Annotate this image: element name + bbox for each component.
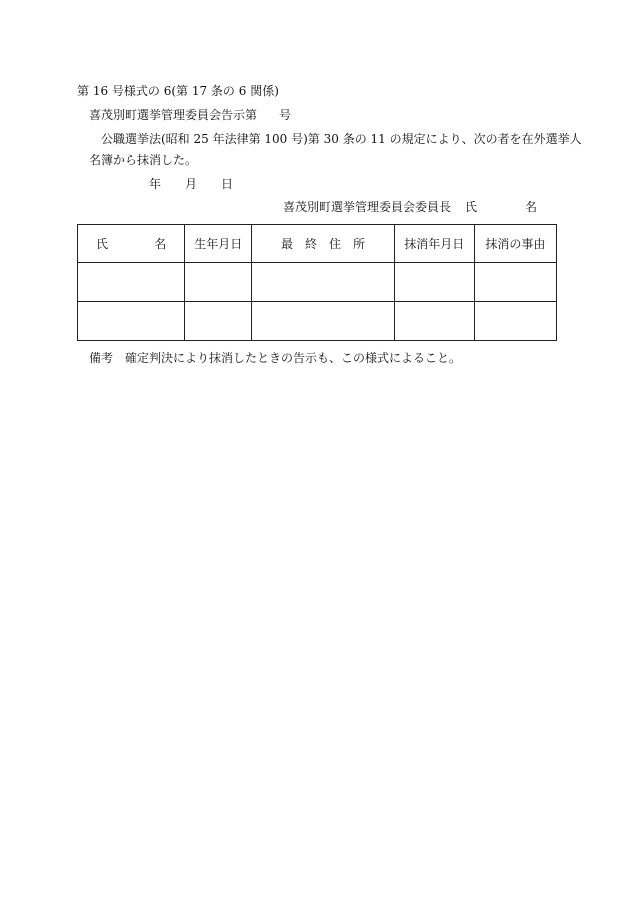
header-birth-date: 生年月日 (185, 225, 252, 263)
table-row (78, 263, 557, 302)
table-cell (252, 263, 394, 302)
signature-name-label-1: 氏 (465, 200, 478, 214)
header-name-part-2: 名 (154, 237, 167, 251)
table-cell (394, 302, 474, 341)
table-cell (78, 302, 185, 341)
month-label: 月 (185, 177, 198, 191)
header-removal-date: 抹消年月日 (394, 225, 474, 263)
remarks-text: 確定判決により抹消したときの告示も、この様式によること。 (125, 351, 462, 365)
form-number: 第 16 号様式の 6(第 17 条の 6 関係) (77, 84, 279, 98)
signature-line (283, 200, 537, 214)
table-cell (78, 263, 185, 302)
header-removal-reason: 抹消の事由 (474, 225, 556, 263)
notice-heading (89, 108, 291, 122)
day-label: 日 (221, 177, 234, 191)
table-row (78, 302, 557, 341)
table-cell (474, 263, 556, 302)
header-name (78, 225, 185, 263)
signature-name-label-2: 名 (525, 200, 538, 214)
signature-title: 喜茂別町選挙管理委員会委員長 (283, 200, 452, 214)
notice-heading-suffix: 号 (279, 108, 292, 122)
notice-body-line-1: 公職選挙法(昭和 25 年法律第 100 号)第 30 条の 11 の規定により、次の者を在外選挙人 (101, 132, 582, 146)
removal-table (77, 224, 557, 341)
date-line (149, 177, 233, 191)
remarks (89, 351, 461, 365)
table-cell (185, 302, 252, 341)
notice-heading-prefix: 喜茂別町選挙管理委員会告示第 (89, 108, 258, 122)
table-cell (252, 302, 394, 341)
remarks-label: 備考 (89, 351, 114, 365)
table-header-row (78, 225, 557, 263)
table-cell (185, 263, 252, 302)
header-last-address: 最 終 住 所 (252, 225, 394, 263)
year-label: 年 (149, 177, 162, 191)
table-cell (474, 302, 556, 341)
table-cell (394, 263, 474, 302)
notice-body-line-2: 名簿から抹消した。 (89, 153, 198, 167)
header-name-part-1: 氏 (96, 237, 109, 251)
